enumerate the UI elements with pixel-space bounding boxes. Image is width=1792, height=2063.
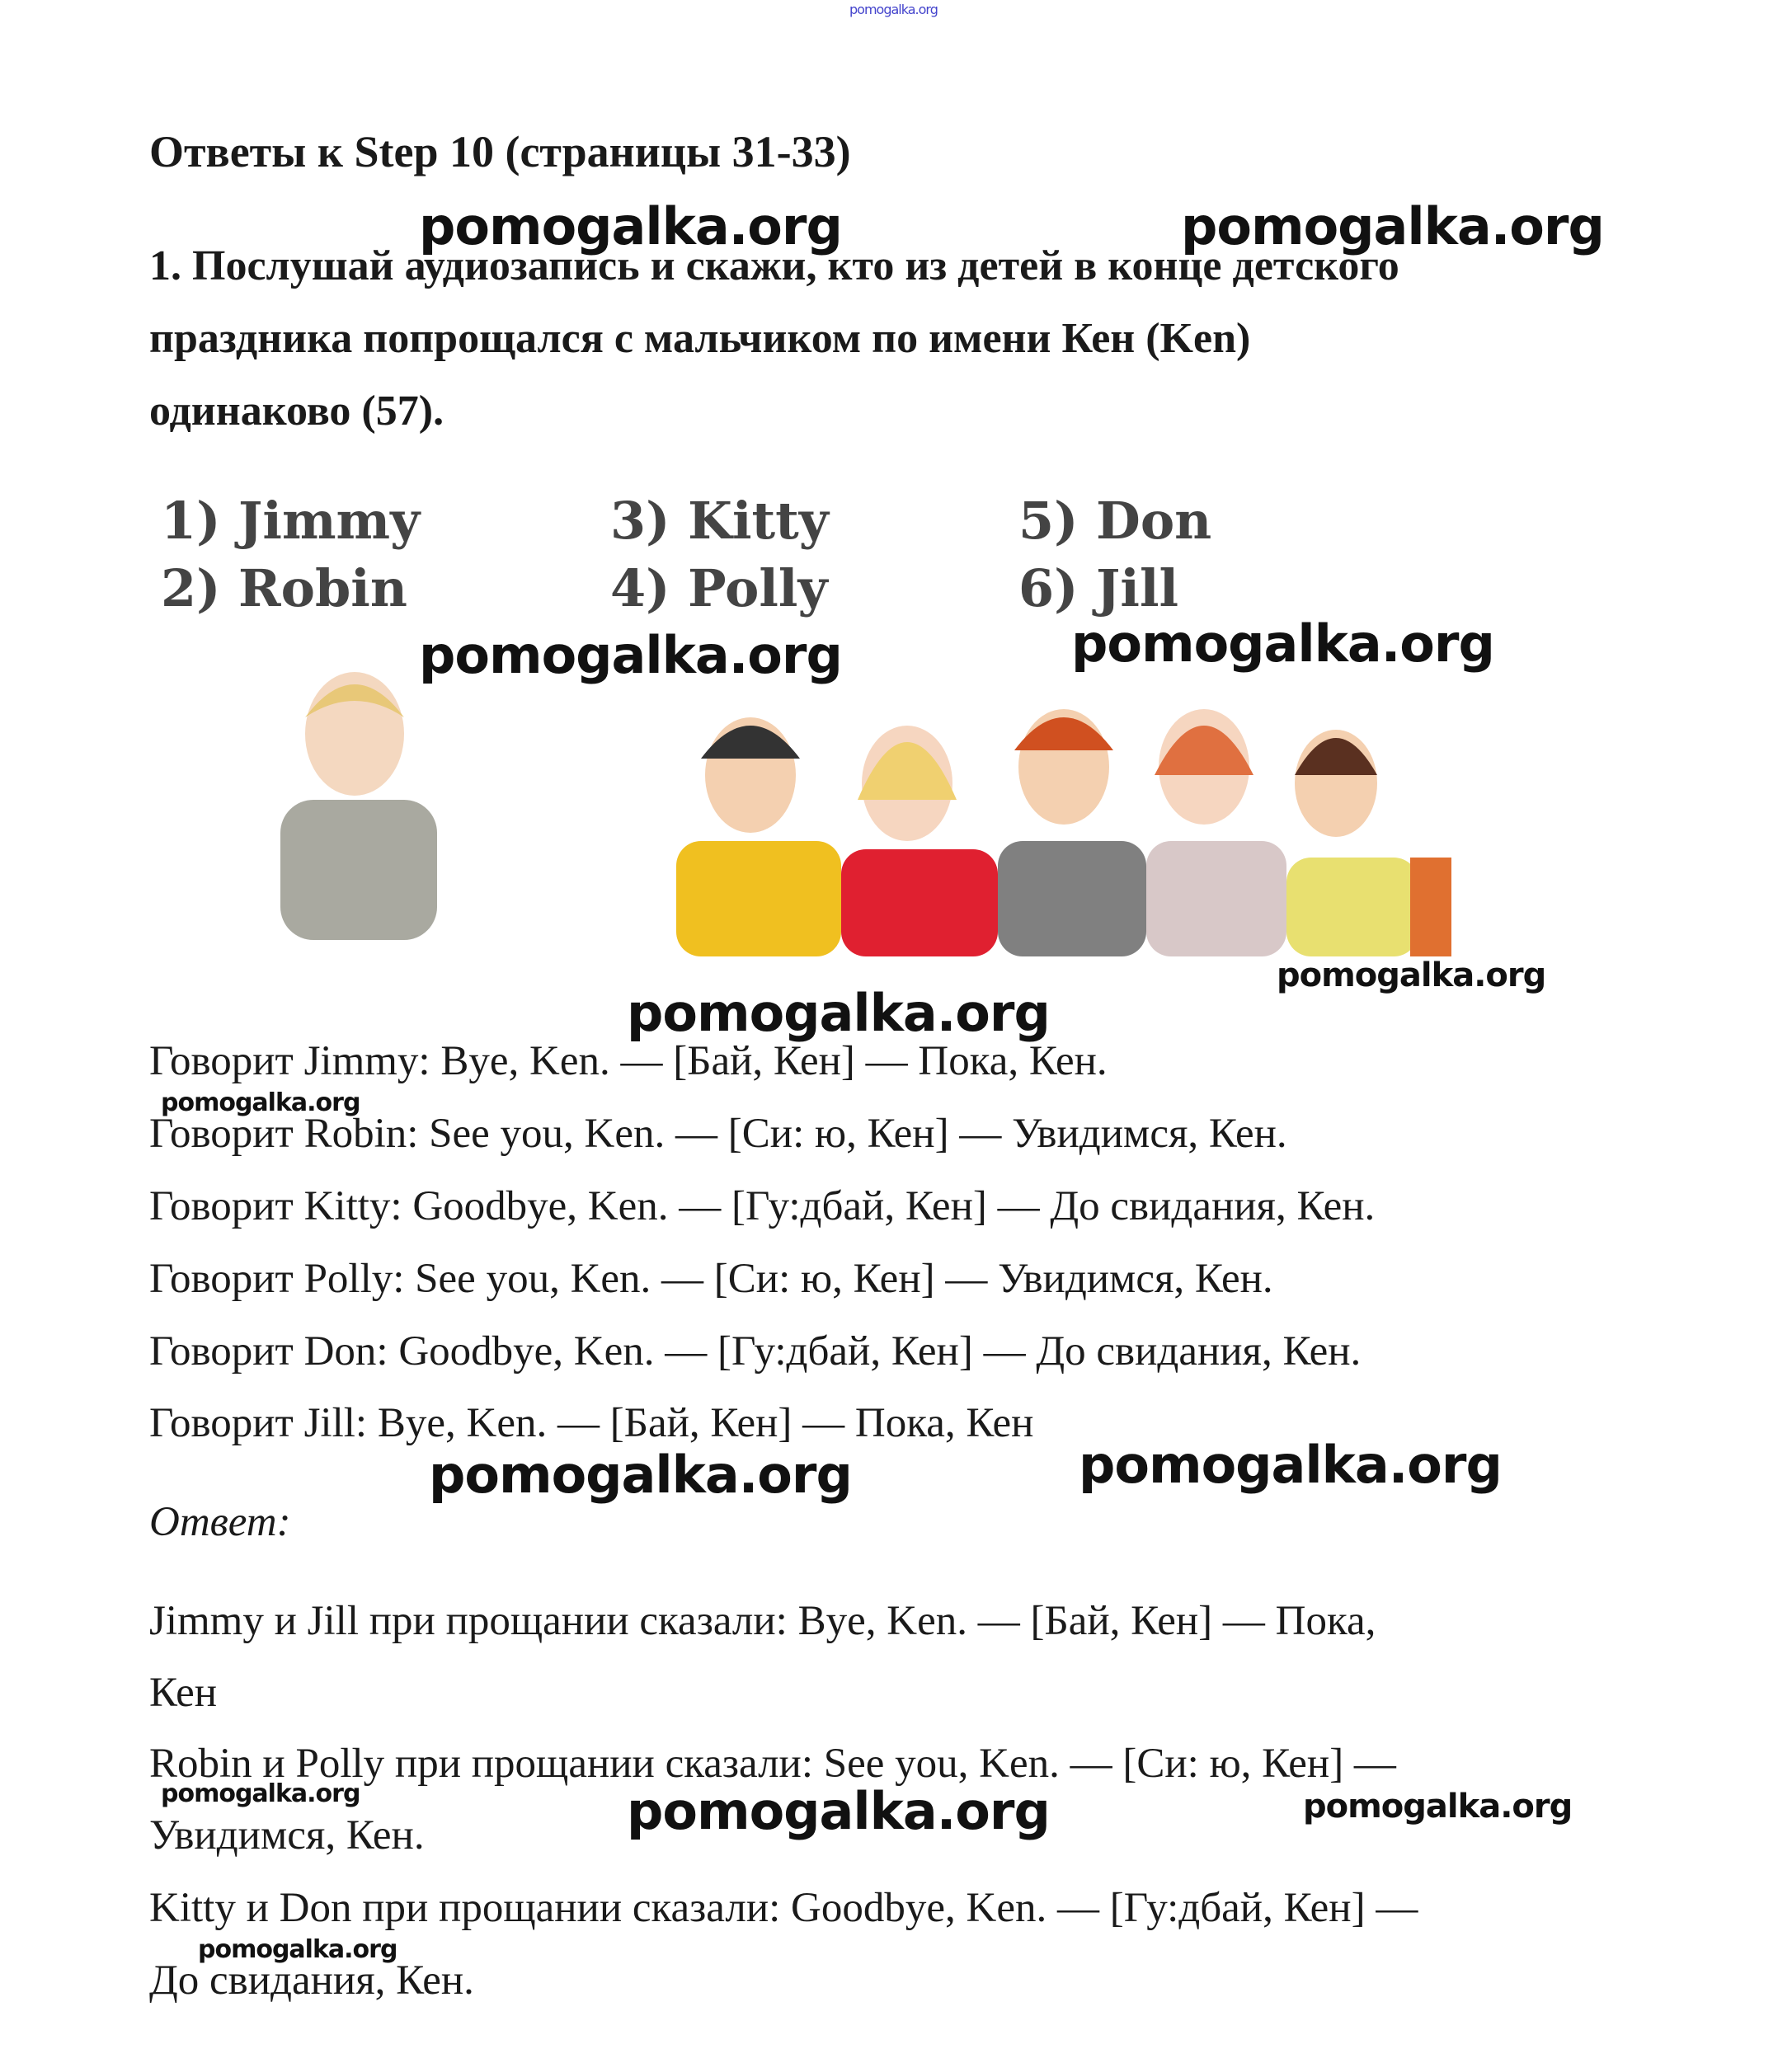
answer-line: Кен	[149, 1670, 218, 1716]
watermark: pomogalka.org	[1277, 956, 1546, 994]
question-line: одинаково (57).	[149, 388, 444, 435]
group-of-children	[676, 709, 1451, 956]
name-option: 2) Robin	[161, 558, 407, 618]
dialogue-line: Говорит Robin: See you, Ken. — [Си: ю, Кен] — Увидимся, Кен.	[149, 1111, 1287, 1157]
watermark: pomogalka.org	[1071, 613, 1494, 674]
watermark: pomogalka.org	[419, 625, 842, 685]
name-option: 4) Polly	[610, 558, 828, 618]
dialogue-line: Говорит Jill: Bye, Ken. — [Бай, Кен] — Пока, Кен	[149, 1400, 1034, 1446]
dialogue-line: Говорит Jimmy: Bye, Ken. — [Бай, Кен] — Пока, Кен.	[149, 1038, 1108, 1084]
page-title: Ответы к Step 10 (страницы 31-33)	[149, 127, 851, 176]
dialogue-line: Говорит Polly: See you, Ken. — [Си: ю, Кен] — Увидимся, Кен.	[149, 1256, 1273, 1302]
watermark: pomogalka.org	[429, 1445, 852, 1505]
watermark: pomogalka.org	[1181, 196, 1604, 256]
answer-line: Jimmy и Jill при прощании сказали: Bye, Ken. — [Бай, Кен] — Пока,	[149, 1598, 1376, 1644]
answer-line: Robin и Polly при прощании сказали: See you, Ken. — [Си: ю, Кен] —	[149, 1741, 1396, 1787]
dialogue-line: Говорит Kitty: Goodbye, Ken. — [Гу:дбай, Кен] — До свидания, Кен.	[149, 1183, 1376, 1229]
name-option: 3) Kitty	[610, 491, 829, 551]
name-option: 1) Jimmy	[161, 491, 421, 551]
answer-line: До свидания, Кен.	[149, 1957, 474, 2004]
watermark: pomogalka.org	[627, 983, 1050, 1043]
answer-label: Ответ:	[149, 1499, 291, 1545]
watermark: pomogalka.org	[1079, 1435, 1502, 1495]
watermark: pomogalka.org	[1303, 1788, 1573, 1826]
question-line: праздника попрощался с мальчиком по имени Кен (Ken)	[149, 315, 1251, 362]
answer-line: Kitty и Don при прощании сказали: Goodbye, Ken. — [Гу:дбай, Кен] —	[149, 1885, 1418, 1931]
name-option: 6) Jill	[1018, 558, 1179, 618]
watermark: pomogalka.org	[419, 196, 842, 256]
watermark: pomogalka.org	[627, 1781, 1050, 1841]
answer-line: Увидимся, Кен.	[149, 1812, 425, 1859]
watermark: pomogalka.org	[161, 1088, 360, 1117]
top-watermark: pomogalka.org	[849, 2, 938, 17]
ken-figure	[280, 672, 437, 940]
dialogue-line: Говорит Don: Goodbye, Ken. — [Гу:дбай, Кен] — До свидания, Кен.	[149, 1328, 1362, 1375]
watermark: pomogalka.org	[161, 1779, 360, 1808]
question-line: 1. Послушай аудиозапись и скажи, кто из детей в конце детского	[149, 242, 1399, 289]
name-option: 5) Don	[1018, 491, 1212, 551]
watermark: pomogalka.org	[198, 1935, 397, 1964]
